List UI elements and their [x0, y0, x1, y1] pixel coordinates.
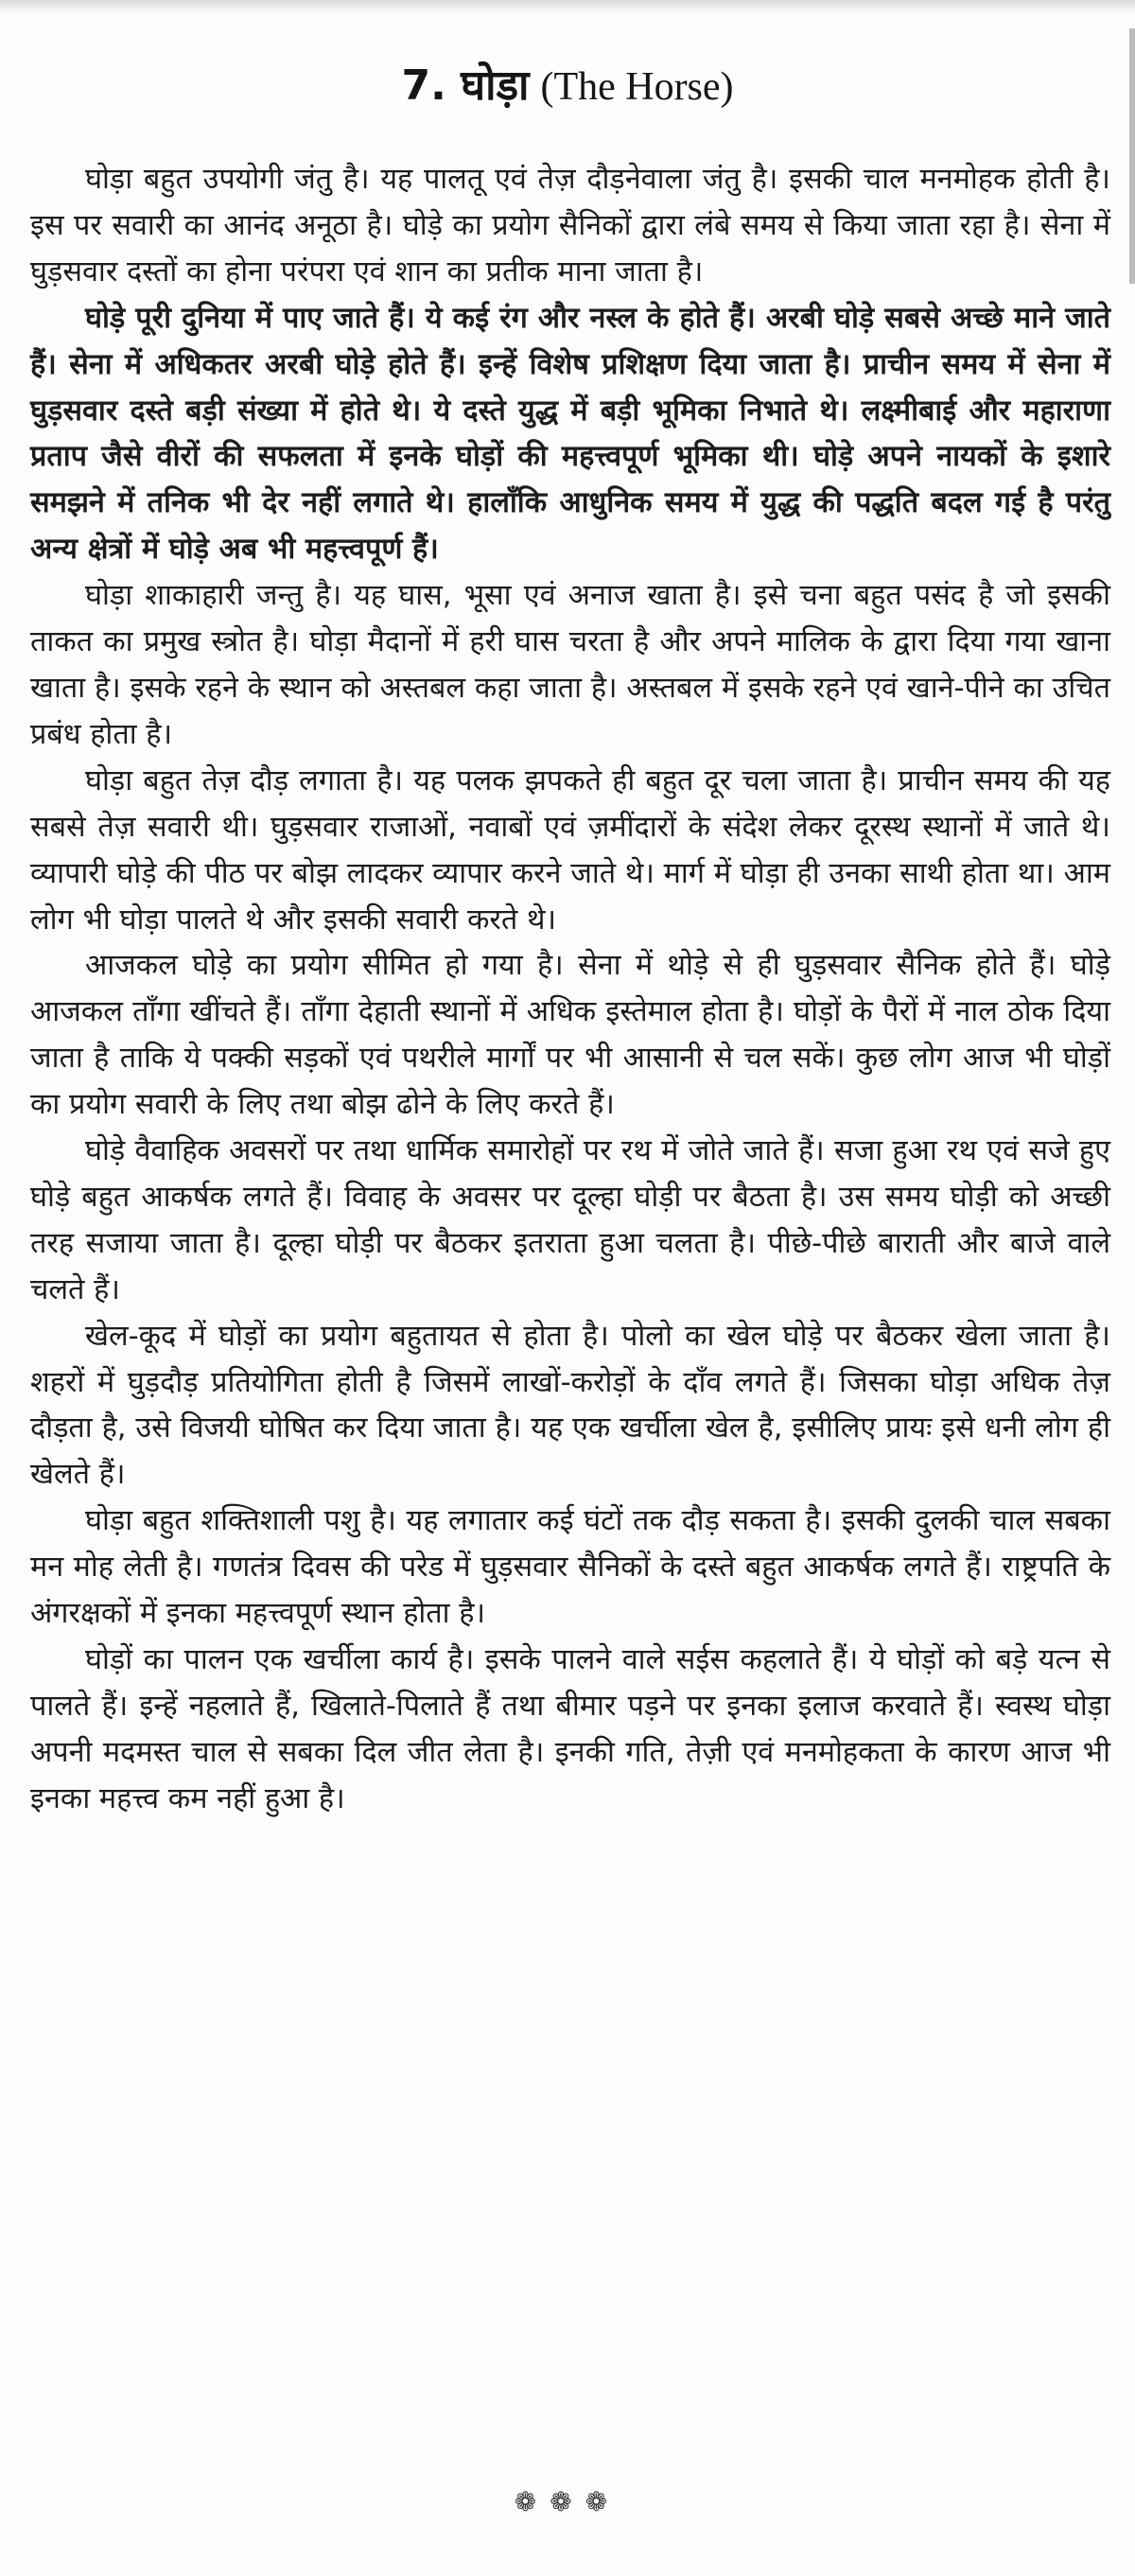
paragraph-2: घोड़े पूरी दुनिया में पाए जाते हैं। ये कई रंग और नस्ल के होते हैं। अरबी घोड़े सबसे अच्छे माने जाते हैं। सेना में अधिकतर अरबी घोड़े होते हैं। इन्हें विशेष प्रशिक्षण दिया जाता है। प्राचीन समय में सेना में घुड़सवार दस्ते बड़ी संख्या में होते थे। ये दस्ते युद्ध में बड़ी भूमिका निभाते थे। लक्ष्मीबाई और महाराणा प्रताप जैसे वीरों की सफलता में इनके घोड़ों की महत्त्वपूर्ण भूमिका थी। घोड़े अपने नायकों के इशारे समझने में तनिक भी देर नहीं लगाते थे। हालाँकि आधुनिक समय में युद्ध की पद्धति बदल गई है परंतु अन्य क्षेत्रों में घोड़े अब भी महत्त्वपूर्ण हैं।: [30, 301, 1110, 567]
page-title: [0, 55, 1135, 112]
paragraph-9: घोड़ों का पालन एक खर्चीला कार्य है। इसके पालने वाले सईस कहलाते हैं। ये घोड़ों को बड़े यत्न से पालते हैं। इन्हें नहलाते हैं, खिलाते-पिलाते हैं तथा बीमार पड़ने पर इनका इलाज करवाते हैं। स्वस्थ घोड़ा अपनी मदमस्त चाल से सबका दिल जीत लेता है। इनकी गति, तेज़ी एवं मनमोहकता के कारण आज भी इनका महत्त्व कम नहीं हुआ है।: [30, 1643, 1110, 1815]
flower-ornament-icon: ❁❁❁: [514, 2486, 621, 2517]
paragraph-1: घोड़ा बहुत उपयोगी जंतु है। यह पालतू एवं तेज़ दौड़नेवाला जंतु है। इसकी चाल मनमोहक होती है। इस पर सवारी का आनंद अनूठा है। घोड़े का प्रयोग सैनिकों द्वारा लंबे समय से किया जाता रहा है। सेना में घुड़सवार दस्तों का होना परंपरा एवं शान का प्रतीक माना जाता है।: [30, 163, 1110, 289]
paragraph-3: घोड़ा शाकाहारी जन्तु है। यह घास, भूसा एवं अनाज खाता है। इसे चना बहुत पसंद है जो इसकी ताकत का प्रमुख स्त्रोत है। घोड़ा मैदानों में हरी घास चरता है और अपने मालिक के द्वारा दिया गया खाना खाता है। इसके रहने के स्थान को अस्तबल कहा जाता है। अस्तबल में इसके रहने एवं खाने-पीने का उचित प्रबंध होता है।: [30, 579, 1110, 751]
paragraph-8: घोड़ा बहुत शक्तिशाली पशु है। यह लगातार कई घंटों तक दौड़ सकता है। इसकी दुलकी चाल सबका मन मोह लेती है। गणतंत्र दिवस की परेड में घुड़सवार सैनिकों के दस्ते बहुत आकर्षक लगते हैं। राष्ट्रपति के अंगरक्षकों में इनका महत्त्वपूर्ण स्थान होता है।: [30, 1504, 1110, 1631]
paragraph-7: खेल-कूद में घोड़ों का प्रयोग बहुतायत से होता है। पोलो का खेल घोड़े पर बैठकर खेला जाता है। शहरों में घुड़दौड़ प्रतियोगिता होती है जिसमें लाखों-करोड़ों के दाँव लगते हैं। जिसका घोड़ा अधिक तेज़ दौड़ता है, उसे विजयी घोषित कर दिया जाता है। यह एक खर्चीला खेल है, इसीलिए प्रायः इसे धनी लोग ही खेलते हैं।: [30, 1319, 1110, 1492]
paragraph-5: आजकल घोड़े का प्रयोग सीमित हो गया है। सेना में थोड़े से ही घुड़सवार सैनिक होते हैं। घोड़े आजकल ताँगा खींचते हैं। ताँगा देहाती स्थानों में अधिक इस्तेमाल होता है। घोड़ों के पैरों में नाल ठोक दिया जाता है ताकि ये पक्की सड़कों एवं पथरीले मार्गों पर भी आसानी से चल सकें। कुछ लोग आज भी घोड़ों का प्रयोग सवारी के लिए तथा बोझ ढोने के लिए करते हैं।: [30, 949, 1110, 1122]
title-hindi: 7. घोड़ा: [401, 61, 530, 110]
scan-edge-top: [0, 0, 1135, 13]
paragraph-4: घोड़ा बहुत तेज़ दौड़ लगाता है। यह पलक झपकते ही बहुत दूर चला जाता है। प्राचीन समय की यह सबसे तेज़ सवारी थी। घुड़सवार राजाओं, नवाबों एवं ज़मींदारों के संदेश लेकर दूरस्थ स्थानों में जाते थे। व्यापारी घोड़े की पीठ पर बोझ लादकर व्यापार करने जाते थे। मार्ग में घोड़ा ही उनका साथी होता था। आम लोग भी घोड़ा पालते थे और इसकी सवारी करते थे।: [30, 763, 1110, 937]
essay-body: [30, 157, 1110, 1823]
title-english: (The Horse): [540, 65, 734, 109]
paragraph-6: घोड़े वैवाहिक अवसरों पर तथा धार्मिक समारोहों पर रथ में जोते जाते हैं। सजा हुआ रथ एवं सजे हुए घोड़े बहुत आकर्षक लगते हैं। विवाह के अवसर पर दूल्हा घोड़ी पर बैठता है। उस समय घोड़ी को अच्छी तरह सजाया जाता है। दूल्हा घोड़ी पर बैठकर इतराता हुआ चलता है। पीछे-पीछे बाराती और बाजे वाले चलते हैं।: [30, 1134, 1110, 1306]
